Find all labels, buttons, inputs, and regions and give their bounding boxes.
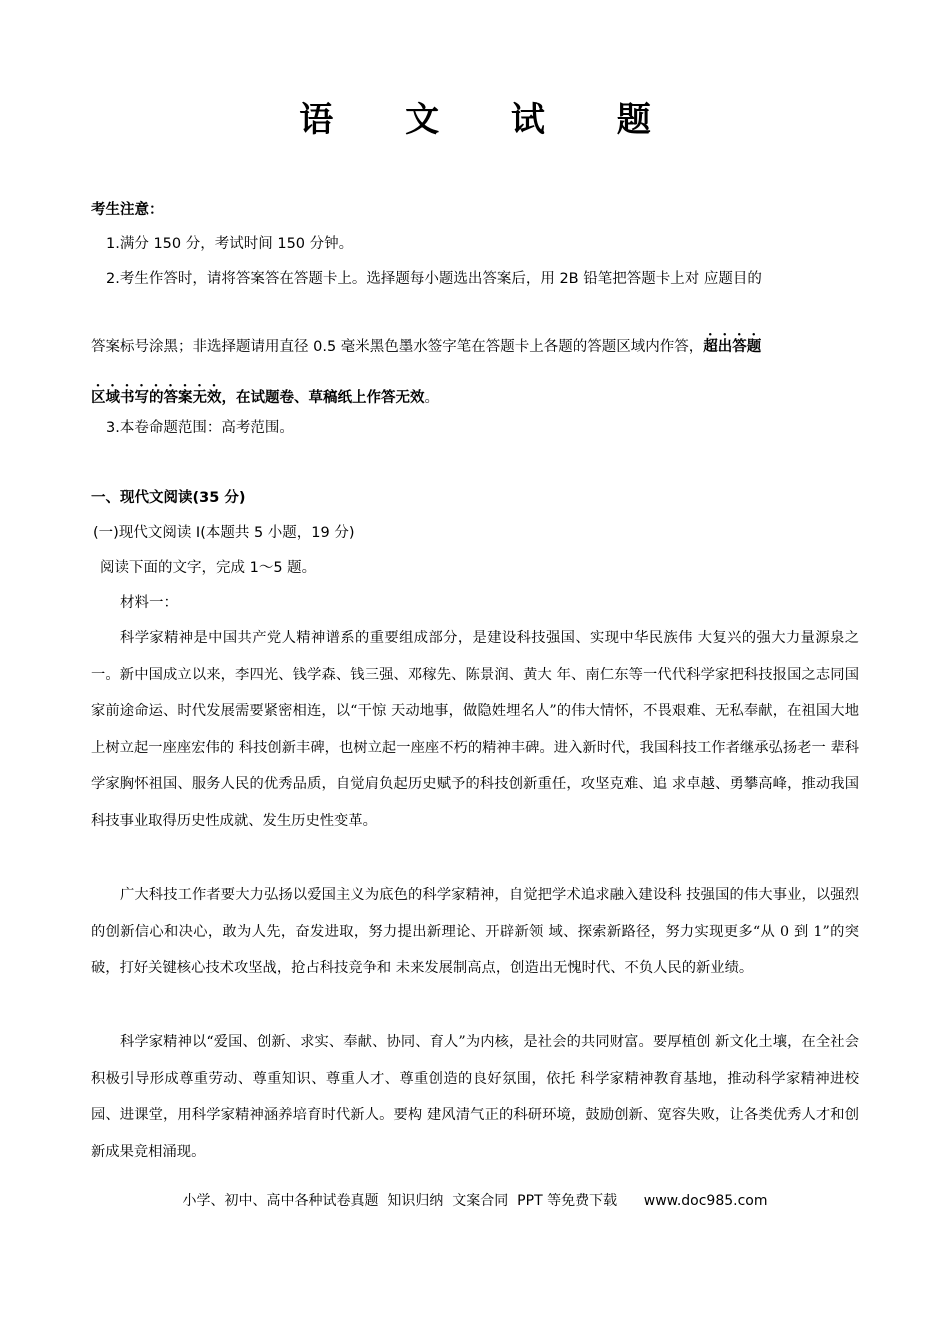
notice-item-2-line-3 xyxy=(91,382,859,409)
footer: 小学、初中、高中各种试卷真题 知识归纳 文案合同 PPT 等免费下载 www.doc985.com xyxy=(182,1193,768,1209)
paragraph-2: 广大科技工作者要大力弘扬以爱国主义为底色的科学家精神，自觉把学术追求融入建设科 技强国的伟大事业，以强烈的创新信心和决心，敢为人先，奋发进取，努力提出新理论、开辟新领 域、探索新路径，努力实现更多“从 0 到 1”的突破，打好关键核心技术攻坚战，抢占科技竞争和 未来发展制高点，创造出无愧时代、不负人民的新业绩。 xyxy=(91,887,859,977)
page-title: 语 文 试 题 xyxy=(299,100,681,140)
notice-item-2-line-2-text: 答案标号涂黑；非选择题请用直径 0.5 毫米黑色墨水签字笔在答题卡上各题的答题区域内作答， xyxy=(91,339,704,355)
notice-item-2-emphasis-1: 超出答题 xyxy=(703,339,762,355)
notice-item-2-line-1: 2.考生作答时，请将答案答在答题卡上。选择题每小题选出答案后，用 2B 铅笔把答题卡上对 应题目的 xyxy=(106,271,762,287)
notice-item-1: 1.满分 150 分，考试时间 150 分钟。 xyxy=(106,236,354,252)
notice-item-2-bold: ，在试题卷、草稿纸上作答无效 xyxy=(221,390,425,406)
notice-item-2-end: 。 xyxy=(424,390,439,406)
notice-item-2-line-2 xyxy=(91,331,859,358)
paragraph-1: 科学家精神是中国共产党人精神谱系的重要组成部分，是建设科技强国、实现中华民族伟 大复兴的强大力量源泉之一。新中国成立以来，李四光、钱学森、钱三强、邓稼先、陈景润、黄大 年、南仁东等一代代科学家把科技报国之志同国家前途命运、时代发展需要紧密相连，以“干惊 天动地事，做隐姓埋名人”的伟大情怀，不畏艰难、无私奉献，在祖国大地上树立起一座座宏伟的 科技创新丰碑，也树立起一座座不朽的精神丰碑。进入新时代，我国科技工作者继承弘扬老一 辈科学家胸怀祖国、服务人民的优秀品质，自觉肩负起历史赋予的科技创新重任，攻坚克难、追 求卓越、勇攀高峰，推动我国科技事业取得历史性成就、发生历史性变革。 xyxy=(91,630,859,829)
material-label: 材料一： xyxy=(120,595,178,611)
notice-item-2-emphasis-2: 区域书写的答案无效 xyxy=(91,390,222,406)
paragraph-3: 科学家精神以“爱国、创新、求实、奉献、协同、育人”为内核，是社会的共同财富。要厚植创 新文化土壤，在全社会积极引导形成尊重劳动、尊重知识、尊重人才、尊重创造的良好氛围，依托 科学家精神教育基地，推动科学家精神进校园、进课堂，用科学家精神涵养培育时代新人。要构 建风清气正的科研环境，鼓励创新、宽容失败，让各类优秀人才和创新成果竞相涌现。 xyxy=(91,1034,859,1160)
notice-item-3: 3.本卷命题范围：高考范围。 xyxy=(106,420,294,436)
notice-heading: 考生注意： xyxy=(91,202,164,218)
subsection-heading: (一)现代文阅读 I(本题共 5 小题，19 分) xyxy=(93,525,355,541)
section-heading: 一、现代文阅读(35 分) xyxy=(91,490,246,506)
reading-instruction: 阅读下面的文字，完成 1～5 题。 xyxy=(100,560,317,576)
